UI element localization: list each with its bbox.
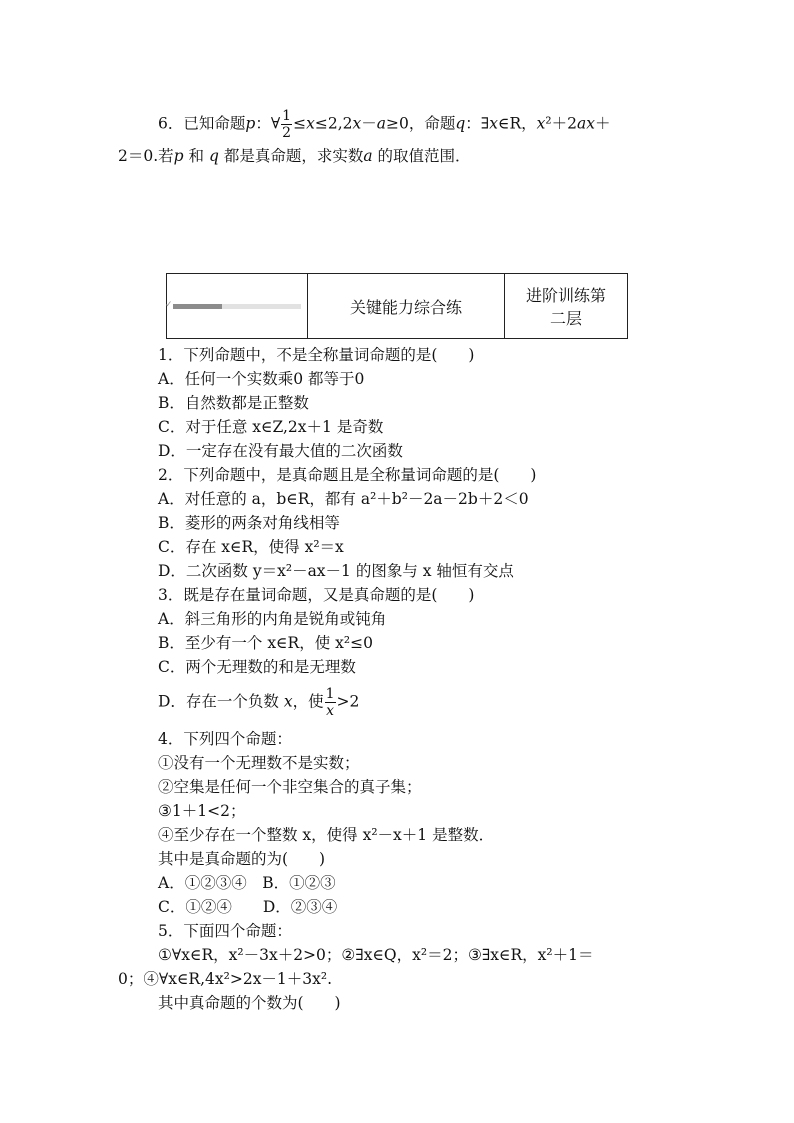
q6-forall: ：∀: [255, 114, 281, 133]
text-line: A．斜三角形的内角是锐角或钝角: [158, 610, 387, 628]
section-level: 进阶训练第 二层: [505, 274, 628, 339]
q6-lead: 6．已知命题: [158, 114, 246, 133]
text-line: B．自然数都是正整数: [158, 394, 309, 412]
text-line: 其中是真命题的为( ): [158, 850, 326, 868]
text-line: C．对于任意 x∈Z,2x＋1 是奇数: [158, 418, 384, 436]
text-line: A．任何一个实数乘0 都等于0: [158, 370, 365, 388]
text-line: A．①②③④ B．①②③: [158, 874, 336, 892]
text-line: A．对任意的 a，b∈R，都有 a²＋b²－2a－2b＋2＜0: [158, 490, 529, 508]
fraction-one-half: $\frac{1}{2}$: [282, 108, 292, 141]
var-p: p: [245, 114, 256, 133]
q3-option-d: D．存在一个负数 x，使 $\frac{1}{x}$ >2: [158, 686, 360, 719]
section-header: [166, 273, 628, 339]
text-line: 2．下列命题中，是真命题且是全称量词命题的是( ): [158, 466, 537, 484]
progress-cell: [167, 274, 308, 339]
question-6-line-1: 6．已知命题p：∀ $\frac{1}{2}$ ≤x≤2,2x－a≥0，命题q：∃x∈R，x²＋2ax＋: [158, 108, 611, 141]
text-line: 1．下列命题中，不是全称量词命题的是( ): [158, 346, 475, 364]
progress-bar: [165, 299, 301, 310]
text-line: ①∀x∈R，x²－3x＋2>0；②∃x∈Q，x²＝2；③∃x∈R，x²＋1＝: [158, 946, 594, 964]
question-6-line-2: 2＝0.若p 和 q 都是真命题，求实数a 的取值范围．: [118, 147, 471, 165]
text-line: 5．下面四个命题：: [158, 922, 292, 940]
text-line: C．存在 x∈R，使得 x²＝x: [158, 538, 344, 556]
text-line: B．至少有一个 x∈R，使 x²≤0: [158, 634, 373, 652]
fraction-one-over-x: $\frac{1}{x}$: [325, 686, 335, 719]
text-line: B．菱形的两条对角线相等: [158, 514, 340, 532]
text-line: ②空集是任何一个非空集合的真子集；: [158, 778, 422, 796]
text-line: 0；④∀x∈R,4x²>2x－1＋3x².: [118, 970, 333, 988]
text-line: C．两个无理数的和是无理数: [158, 658, 356, 676]
text-line: 其中真命题的个数为( ): [158, 994, 341, 1012]
text-line: 4．下列四个命题：: [158, 730, 292, 748]
section-title: 关键能力综合练: [308, 274, 505, 339]
check-icon: ✓: [165, 299, 173, 310]
text-line: ④至少存在一个整数 x，使得 x²－x＋1 是整数．: [158, 826, 495, 844]
text-line: 3．既是存在量词命题，又是真命题的是( ): [158, 586, 475, 604]
progress-fill: [173, 304, 222, 309]
text-line: D．二次函数 y＝x²－ax－1 的图象与 x 轴恒有交点: [158, 562, 514, 580]
text-line: C．①②④ D．②③④: [158, 898, 338, 916]
text-line: ①没有一个无理数不是实数；: [158, 754, 360, 772]
text-line: ③1＋1<2；: [158, 802, 246, 820]
text-line: D．一定存在没有最大值的二次函数: [158, 442, 403, 460]
